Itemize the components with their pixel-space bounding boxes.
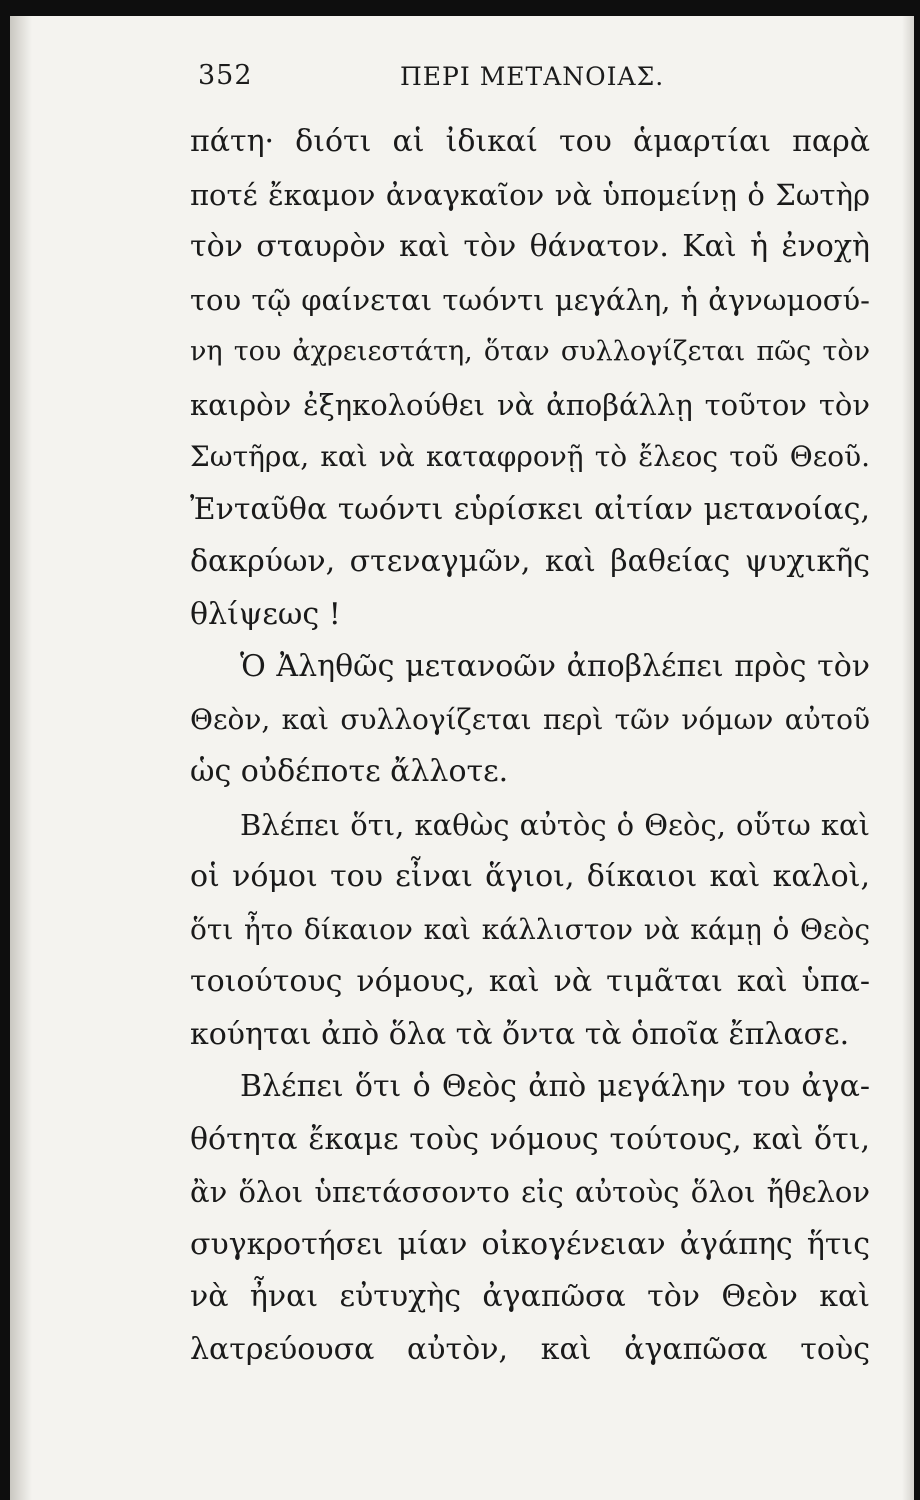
text-line: οἱ νόμοι του εἶναι ἅγιοι, δίκαιοι καὶ καλοὶ, [190, 859, 870, 894]
text-line: συγκροτήσει μίαν οἰκογένειαν ἀγάπης ἥτις [190, 1226, 870, 1262]
text-line: νὰ ἦναι εὐτυχὴς ἀγαπῶσα τὸν Θεὸν καὶ [190, 1279, 870, 1314]
body-text [190, 116, 870, 1376]
text-line: τὸν σταυρὸν καὶ τὸν θάνατον. Καὶ ἡ ἐνοχὴ [190, 229, 870, 264]
paragraph-start-line: Βλέπει ὅτι, καθὼς αὐτὸς ὁ Θεὸς, οὕτω καὶ [240, 807, 870, 842]
text-line: καιρὸν ἐξηκολούθει νὰ ἀποβάλλῃ τοῦτον τὸν [190, 387, 870, 422]
text-line: τοιούτους νόμους, καὶ νὰ τιμᾶται καὶ ὑπα- [190, 964, 870, 999]
running-title: ΠΕΡΙ ΜΕΤΑΝΟΙΑΣ. [400, 62, 665, 91]
text-line: θότητα ἔκαμε τοὺς νόμους τούτους, καὶ ὅτι, [190, 1121, 870, 1157]
text-line: ποτέ ἔκαμον ἀναγκαῖον νὰ ὑπομείνῃ ὁ Σωτὴρ [190, 177, 870, 212]
text-line: λατρεύουσα αὐτὸν, καὶ ἀγαπῶσα τοὺς [190, 1331, 870, 1367]
page-number: 352 [198, 60, 253, 91]
text-line: θλίψεως ! [190, 596, 341, 632]
text-line: Ἐνταῦθα τωόντι εὑρίσκει αἰτίαν μετανοίας, [190, 491, 870, 527]
book-page [10, 16, 914, 1500]
text-line: ὅτι ἦτο δίκαιον καὶ κάλλιστον νὰ κάμῃ ὁ Θεὸς [190, 912, 870, 946]
text-line: ὡς οὐδέποτε ἄλλοτε. [190, 754, 509, 789]
text-line: νη του ἀχρειεστάτη, ὅταν συλλογίζεται πῶς τὸν [190, 336, 870, 367]
text-line: του τῷ φαίνεται τωόντι μεγάλη, ἡ ἀγνωμοσύ- [190, 282, 870, 317]
text-line: κούηται ἀπὸ ὅλα τὰ ὄντα τὰ ὁποῖα ἔπλασε. [190, 1016, 850, 1052]
text-line: Σωτῆρα, καὶ νὰ καταφρονῇ τὸ ἔλεος τοῦ Θεοῦ. [190, 440, 870, 473]
running-head [10, 60, 914, 100]
paragraph-start-line: Ὁ Ἀληθῶς μετανοῶν ἀποβλέπει πρὸς τὸν [240, 649, 870, 684]
text-line: Θεὸν, καὶ συλλογίζεται περὶ τῶν νόμων αὐτοῦ [190, 702, 870, 736]
text-line: πάτη· διότι αἱ ἰδικαί του ἁμαρτίαι παρὰ [190, 124, 870, 159]
text-line: ἂν ὅλοι ὑπετάσσοντο εἰς αὐτοὺς ὅλοι ἤθελον [190, 1175, 870, 1209]
text-line: δακρύων, στεναγμῶν, καὶ βαθείας ψυχικῆς [190, 544, 870, 579]
paragraph-start-line: Βλέπει ὅτι ὁ Θεὸς ἀπὸ μεγάλην του ἀγα- [240, 1069, 870, 1104]
